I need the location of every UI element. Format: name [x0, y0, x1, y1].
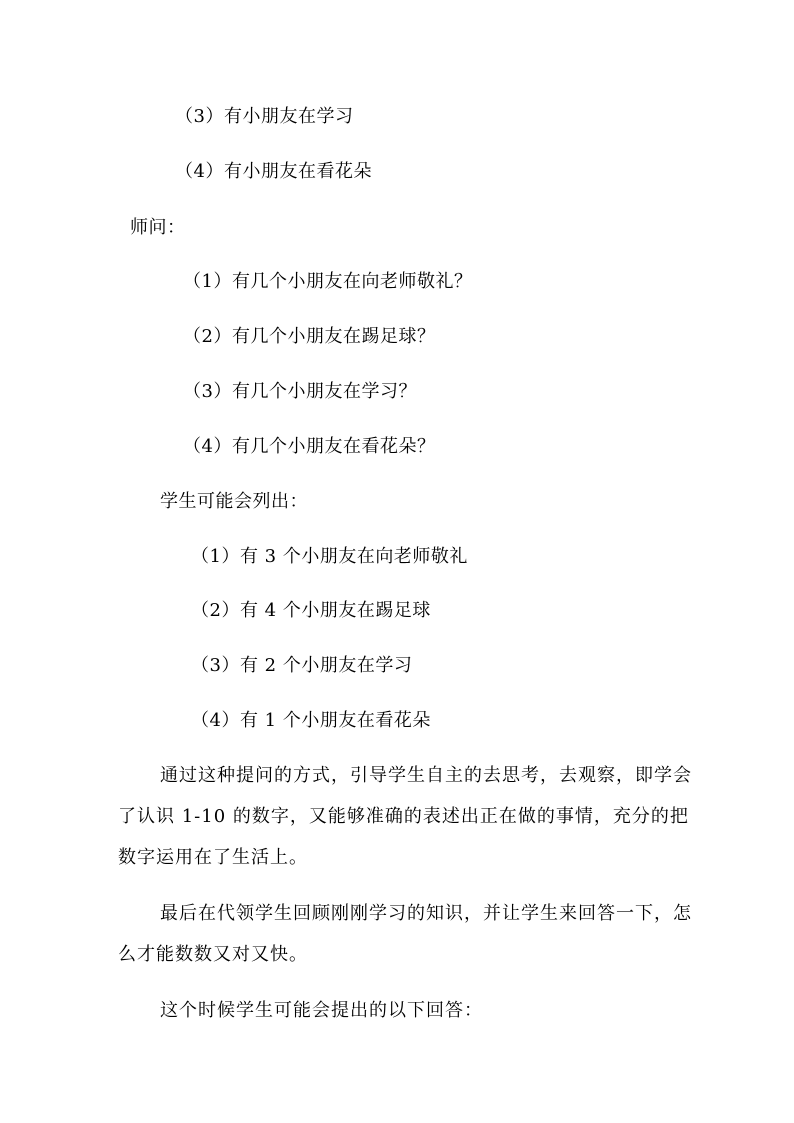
- list-item: （3）有小朋友在学习: [175, 106, 354, 127]
- paragraph-line: 最后在代领学生回顾刚刚学习的知识，并让学生来回答一下，怎: [160, 903, 692, 924]
- paragraph-line: 数字运用在了生活上。: [118, 847, 308, 868]
- answer-item: （4）有 1 个小朋友在看花朵: [191, 710, 431, 731]
- answer-item: （2）有 4 个小朋友在踢足球: [191, 600, 431, 621]
- paragraph-line: 么才能数数又对又快。: [118, 944, 308, 965]
- answer-item: （3）有 2 个小朋友在学习: [191, 655, 413, 676]
- paragraph-line: 这个时候学生可能会提出的以下回答：: [160, 1000, 483, 1021]
- list-item: （4）有小朋友在看花朵: [175, 161, 372, 182]
- question-item: （4）有几个小朋友在看花朵？: [183, 436, 436, 457]
- paragraph-line: 了认识 1-10 的数字，又能够准确的表述出正在做的事情，充分的把: [118, 806, 689, 827]
- paragraph-line: 通过这种提问的方式，引导学生自主的去思考，去观察，即学会: [160, 765, 692, 786]
- question-item: （2）有几个小朋友在踢足球？: [183, 326, 436, 347]
- section-heading: 学生可能会列出：: [160, 491, 308, 512]
- section-heading: 师问：: [130, 217, 186, 238]
- question-item: （3）有几个小朋友在学习？: [183, 381, 417, 402]
- answer-item: （1）有 3 个小朋友在向老师敬礼: [191, 546, 468, 567]
- question-item: （1）有几个小朋友在向老师敬礼？: [183, 271, 473, 292]
